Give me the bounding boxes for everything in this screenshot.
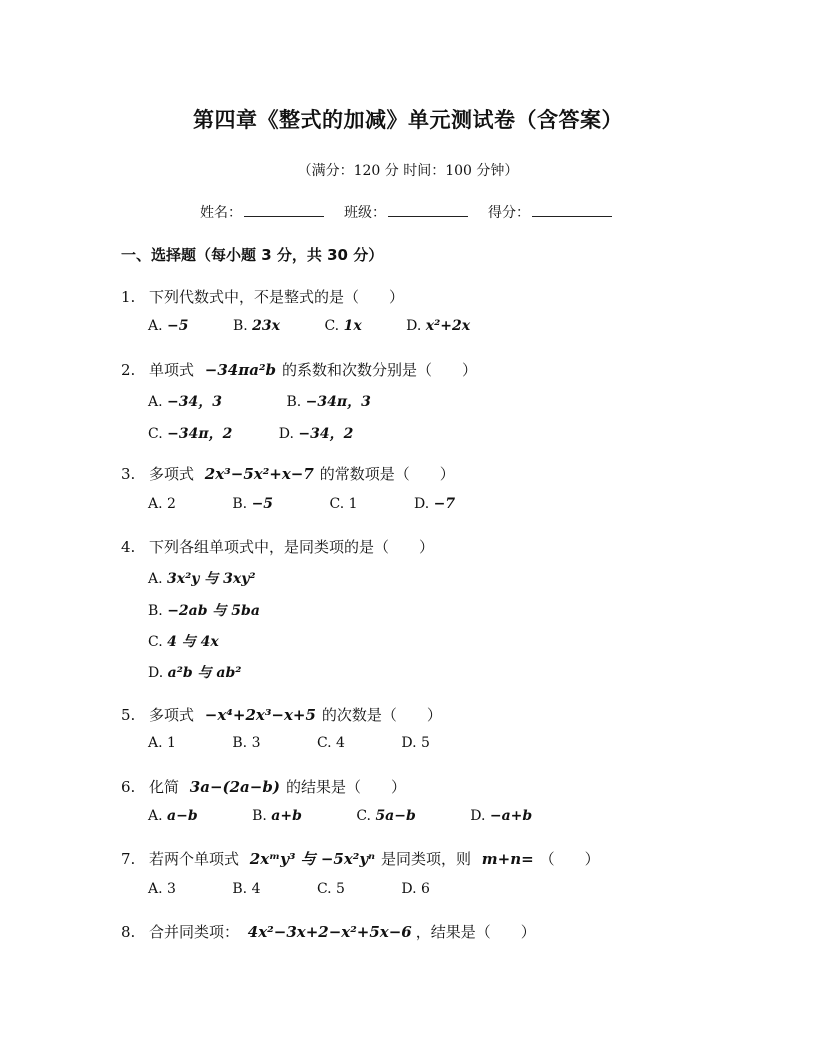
question-3: 3. 多项式 2x³−5x²+x−7 的常数项是（ ）	[121, 465, 455, 483]
score-field[interactable]	[488, 202, 612, 222]
q3-options: A. 2 B. −5 C. 1 D. −7	[148, 496, 456, 512]
section-title: 一、选择题（每小题 3 分，共 30 分）	[121, 246, 384, 264]
page-title: 第四章《整式的加减》单元测试卷（含答案）	[193, 108, 623, 132]
question-6: 6. 化简 3a−(2a−b) 的结果是（ ）	[121, 778, 406, 796]
question-2: 2. 单项式 −34πa²b 的系数和次数分别是（ ）	[121, 361, 478, 379]
class-field[interactable]	[344, 202, 468, 222]
q4-option-a: A. 3x²y 与 3xy²	[148, 571, 256, 587]
class-label: 班级：	[344, 205, 386, 221]
q4-option-b: B. −2ab 与 5ba	[148, 603, 260, 619]
question-4: 4. 下列各组单项式中，是同类项的是（ ）	[121, 538, 435, 556]
question-5: 5. 多项式 −x⁴+2x³−x+5 的次数是（ ）	[121, 706, 442, 724]
q2-options-row1: A. −34，3 B. −34π，3	[148, 394, 371, 410]
exam-meta: （满分：120 分 时间：100 分钟）	[297, 163, 519, 179]
q7-options: A. 3 B. 4 C. 5 D. 6	[148, 881, 430, 897]
name-field[interactable]	[200, 202, 324, 222]
q4-option-c: C. 4 与 4x	[148, 634, 219, 650]
question-8: 8. 合并同类项： 4x²−3x+2−x²+5x−6 ，结果是（ ）	[121, 923, 536, 941]
question-1: 1. 下列代数式中，不是整式的是（ ）	[121, 288, 405, 306]
q1-options: A. −5 B. 23x C. 1x D. x²+2x	[148, 318, 471, 334]
q4-option-d: D. a²b 与 ab²	[148, 665, 242, 681]
q2-options-row2: C. −34π，2 D. −34，2	[148, 426, 354, 442]
q5-options: A. 1 B. 3 C. 4 D. 5	[148, 735, 430, 751]
name-label: 姓名：	[200, 205, 242, 221]
score-label: 得分：	[488, 205, 530, 221]
question-7: 7. 若两个单项式 2xᵐy³ 与 −5x²yⁿ 是同类项，则 m+n= （ ）	[121, 850, 600, 868]
q6-options: A. a−b B. a+b C. 5a−b D. −a+b	[148, 808, 533, 824]
